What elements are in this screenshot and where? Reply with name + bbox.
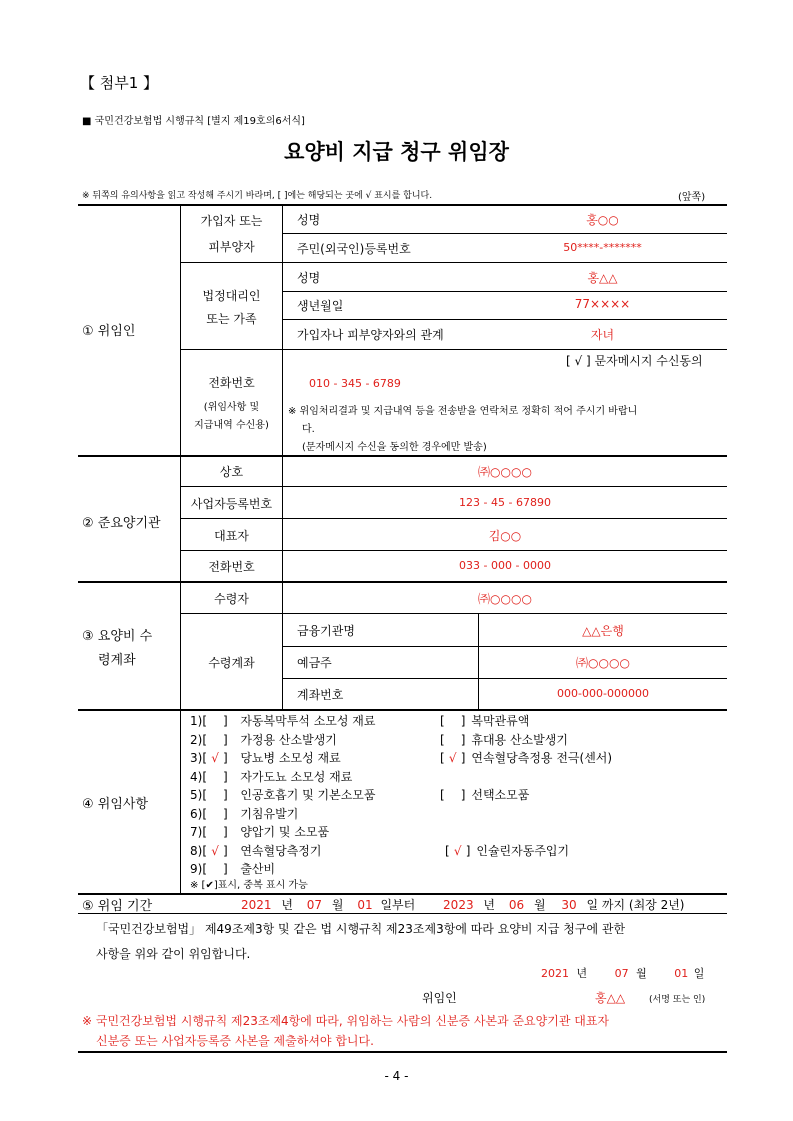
subscriber-label-2: 피부양자 (208, 240, 255, 254)
delegation-item[interactable] (190, 786, 375, 803)
item-number: 5) (190, 788, 203, 802)
period-to-day: 30 (561, 898, 577, 912)
sign-month: 07 (614, 967, 629, 980)
period-from-year: 2021 (241, 898, 272, 912)
item-checkbox[interactable]: [ √ ] (440, 751, 466, 765)
period-to-month: 06 (508, 898, 525, 912)
business-number-label: 사업자등록번호 (190, 497, 273, 511)
account-holder-value: ㈜○○○○ (576, 656, 630, 670)
delegation-item-extra[interactable] (440, 731, 568, 748)
item-label: 양압기 및 소모품 (240, 825, 330, 839)
phone-note-3: (문자메시지 수신을 동의한 경우에만 발송) (302, 442, 487, 453)
delegation-item-extra[interactable] (440, 712, 529, 729)
top-note: ※ 뒤쪽의 유의사항을 읽고 작성해 주시기 바라며, [ ]에는 해당되는 곳에 √ 표시를 합니다. (82, 191, 433, 201)
institution-phone-label: 전화번호 (208, 560, 255, 574)
representative-name-label: 성명 (297, 271, 321, 285)
delegation-item[interactable] (190, 712, 375, 729)
birthdate-label: 생년월일 (297, 299, 344, 313)
item-number: 1) (190, 714, 203, 728)
item-checkbox[interactable]: [ ] (202, 862, 228, 876)
recipient-label: 수령자 (214, 592, 249, 606)
name-value: 홍○○ (586, 213, 619, 227)
institution-phone-value: 033 - 000 - 0000 (459, 559, 551, 572)
item-label: 자동복막투석 소모성 재료 (240, 714, 376, 728)
ceo-value: 김○○ (488, 529, 522, 543)
item-number: 8) (190, 843, 203, 858)
phone-value: 010 - 345 - 6789 (309, 377, 401, 390)
delegation-item[interactable] (190, 860, 275, 877)
unit-month: 월 (636, 967, 647, 980)
unit-month: 월 (533, 898, 546, 912)
representative-label-1: 법정대리인 (202, 289, 261, 303)
item-checkbox[interactable]: [ ] (202, 806, 228, 821)
delegation-item[interactable] (190, 805, 298, 822)
period-from-month: 07 (306, 898, 323, 912)
phone-sublabel-1: (위임사항 및 (203, 402, 260, 413)
sign-year: 2021 (541, 967, 569, 980)
business-number-value: 123 - 45 - 67890 (459, 496, 551, 509)
sign-day: 01 (674, 967, 689, 980)
checkmark-footnote: ※ [✔]표시, 중복 표시 가능 (190, 880, 308, 891)
representative-name-value: 홍△△ (587, 271, 618, 285)
sign-date (541, 965, 704, 981)
signer-name: 홍△△ (595, 991, 626, 1005)
page-title: 요양비 지급 청구 위임장 (284, 140, 509, 164)
statement-line-1: 「국민건강보험법」 제49조제3항 및 같은 법 시행규칙 제23조제3항에 따라 요양비 지급 청구에 관한 (96, 922, 626, 936)
delegation-item[interactable] (190, 842, 321, 859)
item-checkbox[interactable]: [ ] (202, 769, 228, 784)
section-institution-label: ② 준요양기관 (82, 516, 161, 531)
warning-line-2: 신분증 또는 사업자등록증 사본을 제출하셔야 합니다. (96, 1034, 374, 1048)
item-label: 기침유발기 (240, 806, 299, 821)
bank-label: 금융기관명 (297, 624, 355, 638)
delegation-item[interactable] (190, 768, 352, 785)
phone-note-1: ※ 위임처리결과 및 지급내역 등을 전송받을 연락처로 정확히 적어 주시기 바랍니 (288, 406, 638, 417)
sms-consent-checkbox[interactable]: [ √ ] 문자메시지 수신동의 (566, 354, 703, 368)
registration-number-label: 주민(외국인)등록번호 (297, 242, 411, 256)
recipient-value: ㈜○○○○ (478, 592, 532, 606)
item-label: 선택소모품 (471, 788, 530, 802)
item-checkbox[interactable]: [ √ ] (202, 843, 228, 858)
item-checkbox[interactable]: [ ] (202, 714, 228, 728)
registration-number-value: 50****-******* (563, 241, 642, 254)
section-delegator-label: ① 위임인 (82, 324, 136, 339)
item-checkbox[interactable]: [ ] (440, 732, 466, 747)
unit-day-from: 일부터 (380, 898, 416, 912)
delegation-item-extra[interactable] (445, 842, 569, 859)
account-number-label: 계좌번호 (297, 688, 344, 702)
item-label: 휴대용 산소발생기 (471, 732, 568, 747)
attachment-label: 【 첨부1 】 (80, 74, 159, 92)
trade-name-value: ㈜○○○○ (478, 465, 532, 479)
sign-note: (서명 또는 인) (649, 995, 706, 1005)
delegation-item[interactable] (190, 749, 341, 766)
page-side-label: (앞쪽) (678, 192, 706, 203)
representative-label-2: 또는 가족 (206, 312, 257, 326)
item-checkbox[interactable]: [ √ ] (445, 843, 471, 858)
phone-sublabel-2: 지급내역 수신용) (194, 420, 269, 431)
birthdate-value: 77×××× (574, 297, 631, 311)
section-delegation-label: ④ 위임사항 (82, 797, 149, 812)
account-holder-label: 예금주 (297, 656, 332, 670)
form-reference: ■ 국민건강보험법 시행규칙 [별지 제19호의6서식] (82, 116, 305, 127)
item-number: 4) (190, 769, 203, 784)
item-label: 인공호흡기 및 기본소모품 (240, 788, 376, 802)
item-checkbox[interactable]: [ ] (202, 788, 228, 802)
period-to-year: 2023 (443, 898, 474, 912)
item-number: 7) (190, 825, 203, 839)
unit-year: 년 (576, 967, 588, 980)
section-account-label-1: ③ 요양비 수 (82, 629, 153, 644)
item-number: 9) (190, 862, 203, 876)
trade-name-label: 상호 (219, 465, 244, 479)
item-number: 6) (190, 806, 203, 821)
item-checkbox[interactable]: [ ] (202, 732, 228, 747)
item-label: 인슐린자동주입기 (476, 843, 570, 858)
unit-year: 년 (483, 898, 496, 912)
item-checkbox[interactable]: [ ] (202, 825, 228, 839)
item-label: 복막관류액 (471, 714, 530, 728)
item-checkbox[interactable]: [ ] (440, 714, 466, 728)
unit-day: 일 (693, 967, 705, 980)
unit-day-to: 일 까지 (최장 2년) (586, 898, 685, 912)
item-label: 당뇨병 소모성 재료 (240, 751, 341, 765)
unit-month: 월 (331, 898, 344, 912)
statement-line-2: 사항을 위와 같이 위임합니다. (96, 947, 251, 961)
item-label: 출산비 (240, 862, 276, 876)
item-checkbox[interactable]: [ √ ] (202, 751, 228, 765)
item-label: 가정용 산소발생기 (240, 732, 337, 747)
delegation-item-extra[interactable] (440, 786, 529, 803)
account-number-value: 000-000-000000 (557, 687, 649, 700)
name-label: 성명 (297, 213, 321, 227)
section-period-label: ⑤ 위임 기간 (82, 899, 153, 914)
warning-line-1: ※ 국민건강보험법 시행규칙 제23조제4항에 따라, 위임하는 사람의 신분증 사본과 준요양기관 대표자 (82, 1014, 610, 1028)
delegation-item-extra[interactable] (440, 749, 612, 766)
section-account-label-2: 령계좌 (98, 653, 136, 668)
item-label: 자가도뇨 소모성 재료 (240, 769, 353, 784)
item-label: 연속혈당측정용 전극(센서) (471, 751, 613, 765)
bank-value: △△은행 (582, 624, 624, 638)
phone-label: 전화번호 (208, 376, 255, 390)
item-checkbox[interactable]: [ ] (440, 788, 466, 802)
delegation-item[interactable] (190, 731, 337, 748)
relation-value: 자녀 (590, 328, 615, 342)
item-number: 3) (190, 751, 203, 765)
item-number: 2) (190, 732, 203, 747)
page-number: - 4 - (384, 1069, 409, 1083)
relation-label: 가입자나 피부양자와의 관계 (297, 328, 444, 342)
item-label: 연속혈당측정기 (240, 843, 322, 858)
signer-label: 위임인 (422, 991, 457, 1005)
ceo-label: 대표자 (214, 529, 249, 543)
phone-note-2: 다. (302, 424, 315, 435)
delegation-item[interactable] (190, 823, 329, 840)
period-row (241, 896, 684, 913)
subscriber-label-1: 가입자 또는 (200, 214, 263, 228)
account-label: 수령계좌 (208, 656, 255, 670)
unit-year: 년 (281, 898, 293, 912)
period-from-day: 01 (357, 898, 373, 912)
